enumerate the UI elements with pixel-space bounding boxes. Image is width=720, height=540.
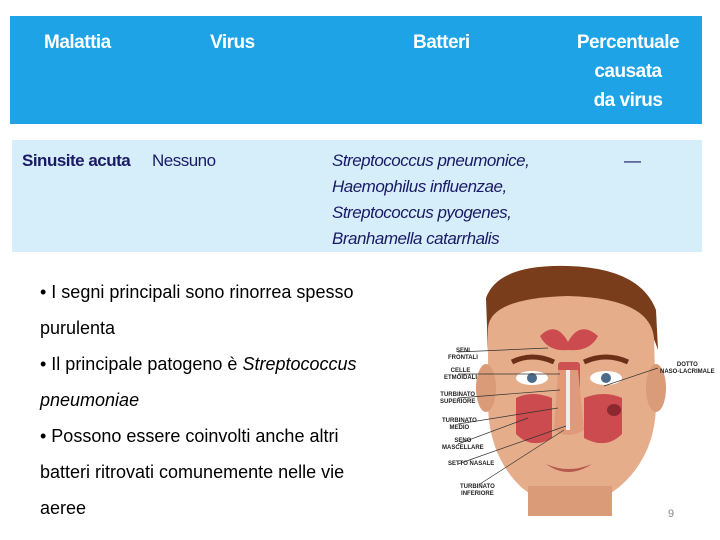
table-row (12, 140, 702, 252)
label-line: SENO (454, 438, 472, 444)
label-line: TURBINATO (442, 418, 477, 424)
bullet-line-4: pneumoniae (40, 390, 140, 410)
label-line: MASCELLARE (442, 445, 484, 451)
header-batteri: Batteri (413, 32, 470, 53)
header-malattia: Malattia (44, 32, 111, 53)
cell-bacteria (332, 148, 529, 252)
header-percentuale-line3: da virus (593, 90, 663, 111)
header-percentuale-line1: Percentuale (576, 32, 680, 53)
bacteria-1: Streptococcus pneumonice, (332, 151, 530, 170)
face-drawing (408, 258, 720, 516)
header-virus: Virus (210, 32, 255, 53)
cell-virus: Nessuno (152, 151, 216, 170)
bullet-line-7: aeree (40, 498, 87, 518)
label-seni-frontali (448, 348, 478, 362)
sinus-illustration (408, 258, 720, 516)
label-line: INFERIORE (461, 491, 494, 497)
bullet-line-3-prefix: • Il principale patogeno è (40, 354, 243, 374)
disease-table (10, 16, 702, 252)
label-line: DOTTO (676, 362, 698, 368)
page-number: 9 (668, 508, 675, 520)
bullet-line-3 (40, 346, 420, 382)
header-percentuale (570, 28, 686, 115)
cell-disease: Sinusite acuta (22, 151, 131, 170)
bullet-line-6: batteri ritrovati comunemente nelle vie (40, 462, 345, 482)
label-line: MEDIO (449, 425, 470, 431)
table-header-row (10, 16, 702, 124)
label-line: FRONTALI (448, 355, 478, 361)
label-line: SUPERIORE (440, 399, 476, 405)
label-turbinato-medio (442, 418, 477, 432)
label-line: ETMOIDALI (444, 375, 477, 381)
label-line: TURBINATO (460, 484, 495, 490)
label-celle-etmoidali (444, 368, 477, 382)
bullet-text (40, 274, 420, 526)
label-turbinato-inferiore (460, 484, 495, 498)
label-line: NASO-LACRIMALE (660, 369, 715, 375)
header-percentuale-line2: causata (594, 61, 662, 82)
cell-percent: — (624, 151, 641, 170)
label-line: TURBINATO (440, 392, 476, 398)
label-turbinato-superiore (440, 392, 475, 406)
label-dotto-naso-lacrimale (660, 362, 715, 376)
label-line: SENI (455, 348, 470, 354)
label-line: CELLE (450, 368, 471, 374)
bullet-line-1: • I segni principali sono rinorrea spesso (40, 282, 354, 302)
bullet-line-2: purulenta (40, 318, 116, 338)
bullet-line-5: • Possono essere coinvolti anche altri (40, 426, 339, 446)
bacteria-4: Branhamella catarrhalis (332, 229, 500, 248)
bacteria-2: Haemophilus influenzae, (332, 177, 507, 196)
bacteria-3: Streptococcus pyogenes, (332, 203, 512, 222)
label-setto-nasale (448, 461, 494, 468)
bullet-line-3-italic: Streptococcus (242, 354, 357, 374)
label-seno-mascellare (442, 438, 484, 452)
label-line: SETTO NASALE (448, 461, 495, 467)
